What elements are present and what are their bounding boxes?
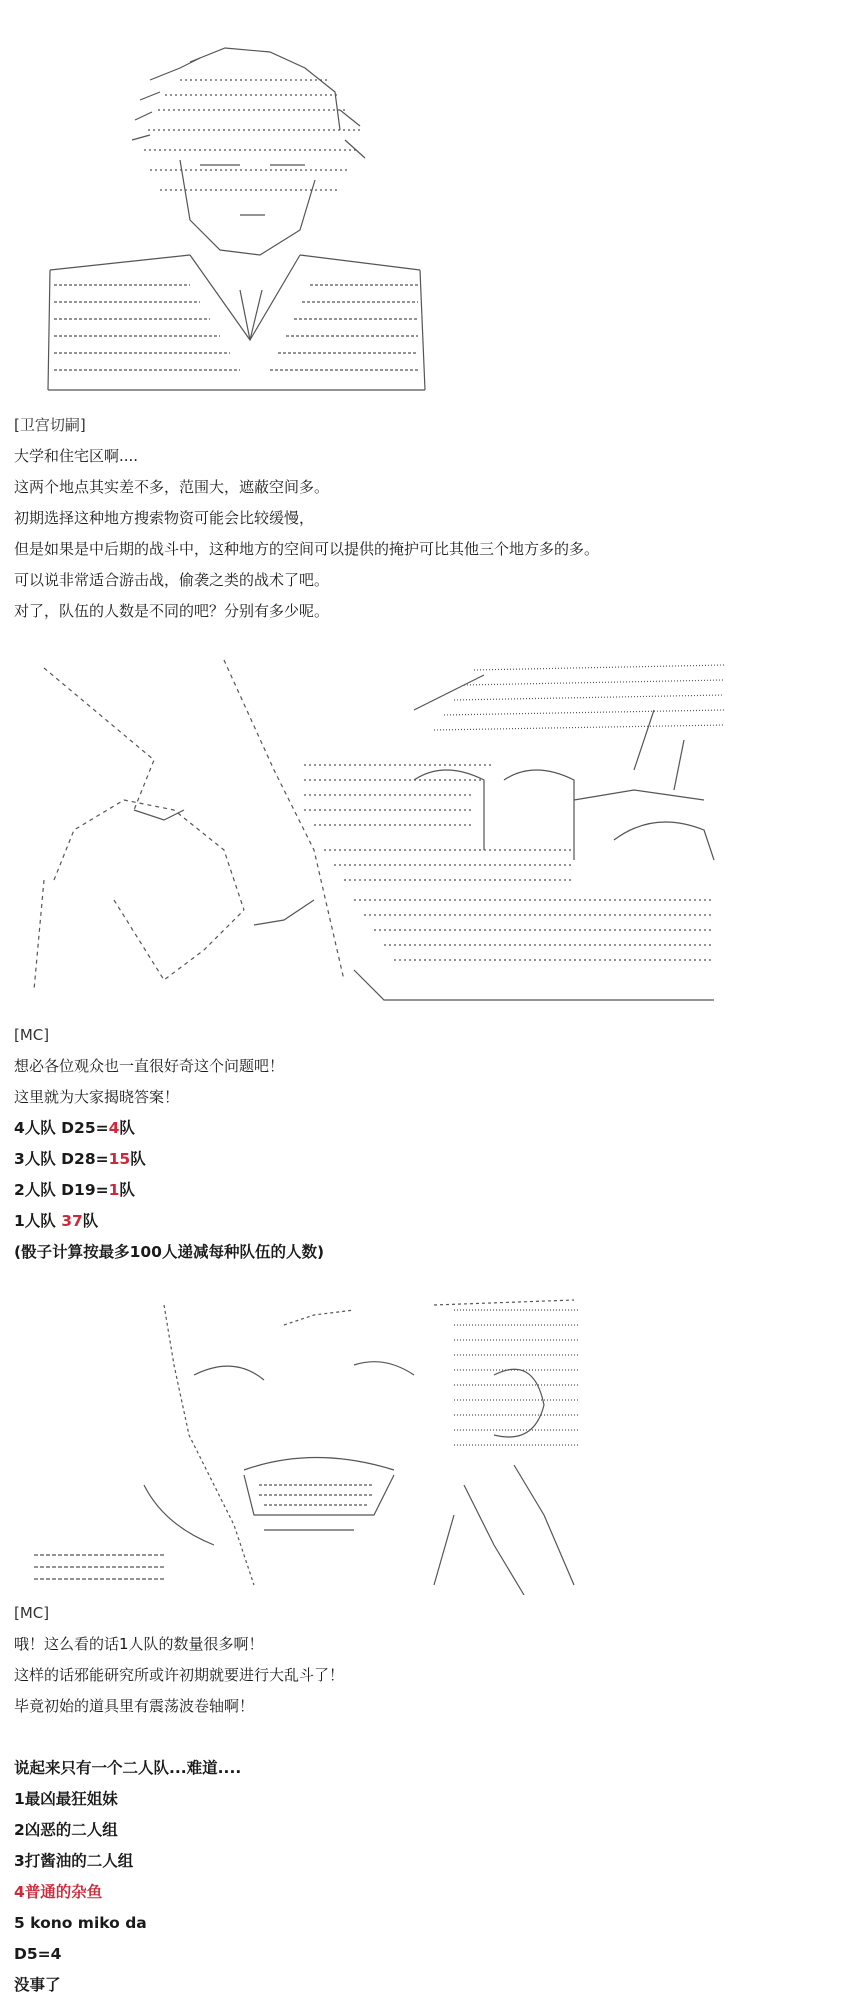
dialogue-line: 想必各位观众也一直很好奇这个问题吧！ <box>14 1057 285 1075</box>
option-line: 2凶恶的二人组 <box>14 1821 118 1839</box>
spacer <box>14 1722 834 1753</box>
dialogue-line: 大学和住宅区啊.... <box>14 447 139 465</box>
option-line: 说起来只有一个二人队...难道.... <box>14 1759 242 1777</box>
dialogue-line: 对了，队伍的人数是不同的吧？分别有多少呢。 <box>14 602 330 620</box>
dialogue-line: 这两个地点其实差不多，范围大，遮蔽空间多。 <box>14 478 330 496</box>
team-count-line: 1人队 37队 <box>14 1212 99 1230</box>
dice-note: (骰子计算按最多100人递减每种队伍的人数) <box>14 1243 325 1261</box>
option-line: 3打酱油的二人组 <box>14 1852 134 1870</box>
dice-result: D5=4 <box>14 1945 62 1963</box>
dialogue-line: 初期选择这种地方搜索物资可能会比较缓慢， <box>14 509 315 527</box>
option-line-highlighted: 4普通的杂鱼 <box>14 1883 103 1901</box>
ascii-art-kiritsugu-portrait <box>40 40 430 410</box>
closing-line: 没事了 <box>14 1976 61 1994</box>
dialogue-line: 毕竟初始的道具里有震荡波卷轴啊！ <box>14 1697 255 1715</box>
dialogue-line: 这里就为大家揭晓答案！ <box>14 1088 180 1106</box>
dialogue-line: 哦！这么看的话1人队的数量很多啊！ <box>14 1635 264 1653</box>
team-count-line: 3人队 D28=15队 <box>14 1150 146 1168</box>
option-line: 5 kono miko da <box>14 1914 147 1932</box>
speaker-label: [MC] <box>14 1026 50 1044</box>
option-line: 1最凶最狂姐妹 <box>14 1790 118 1808</box>
speaker-label: [卫宫切嗣] <box>14 416 86 434</box>
ascii-art-rooftop-scene <box>14 650 734 1015</box>
team-count-line: 2人队 D19=1队 <box>14 1181 135 1199</box>
dialogue-line: 但是如果是中后期的战斗中，这种地方的空间可以提供的掩护可比其他三个地方多的多。 <box>14 540 600 558</box>
speaker-label: [MC] <box>14 1604 50 1622</box>
dialogue-line: 这样的话邪能研究所或许初期就要进行大乱斗了！ <box>14 1666 345 1684</box>
team-count-line: 4人队 D25=4队 <box>14 1119 135 1137</box>
ascii-art-mc-face <box>14 1285 594 1595</box>
dialogue-line: 可以说非常适合游击战，偷袭之类的战术了吧。 <box>14 571 330 589</box>
